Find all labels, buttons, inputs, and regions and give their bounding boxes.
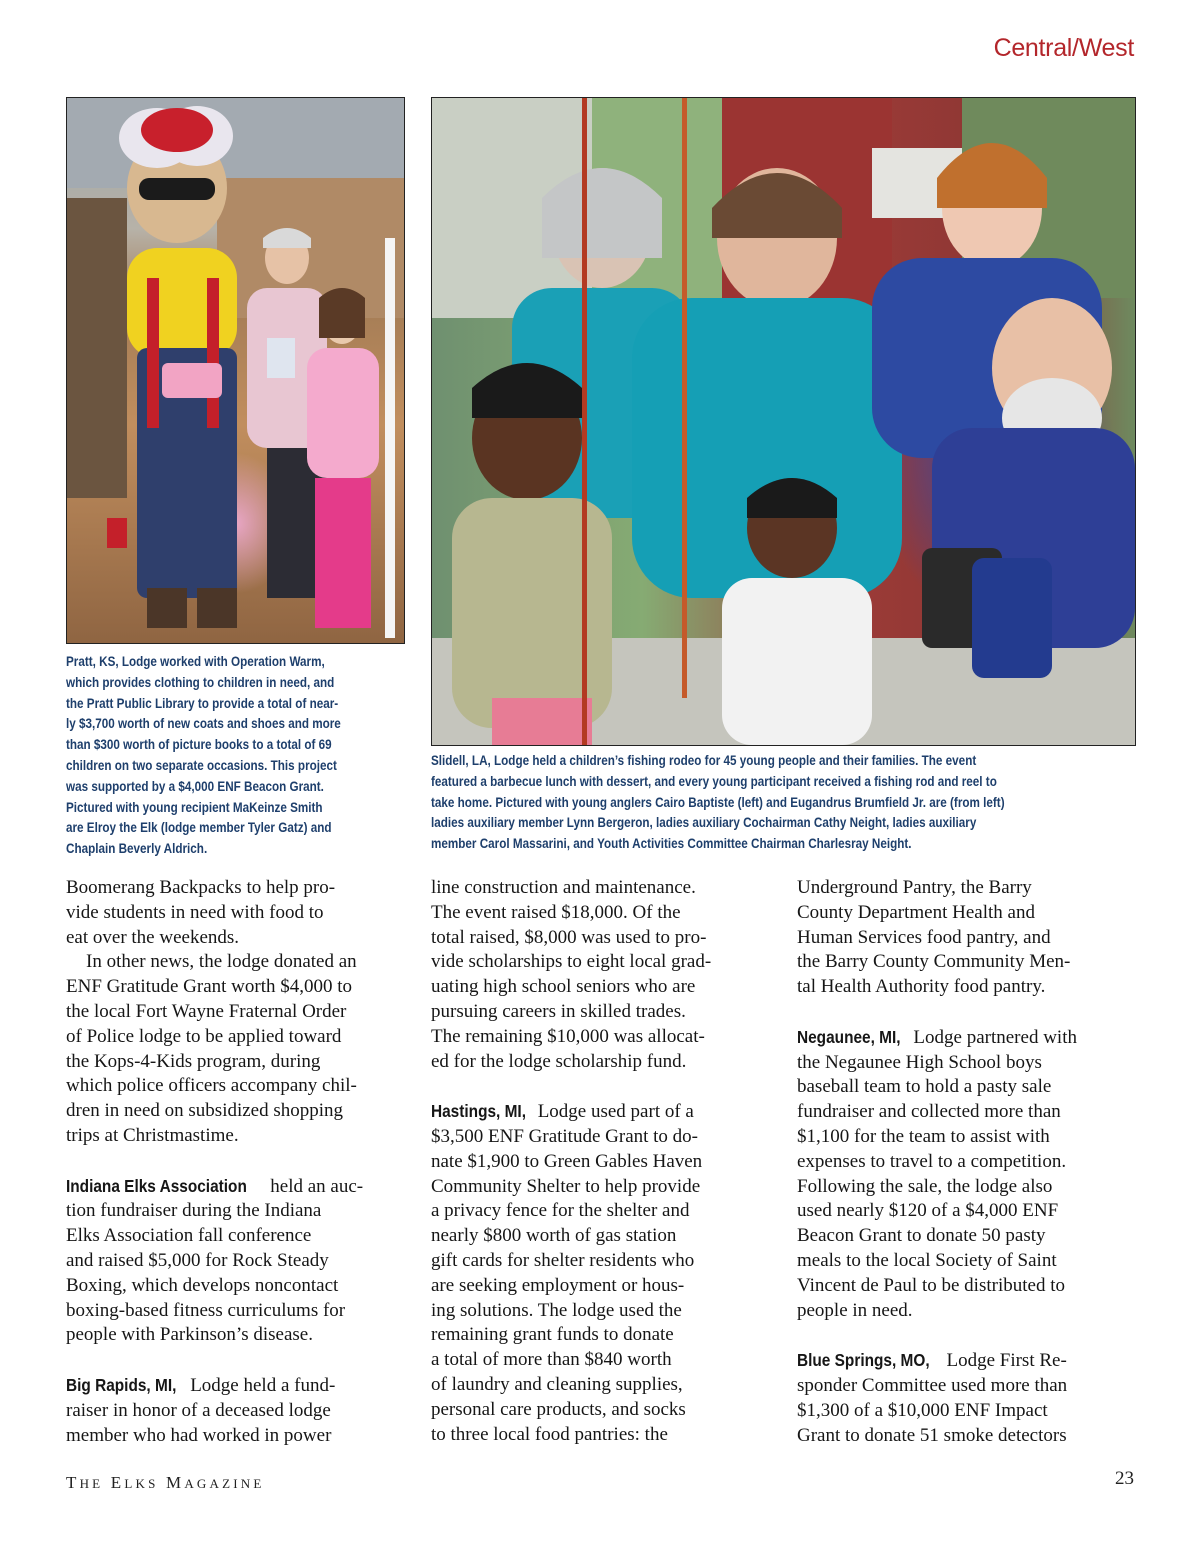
caption-place: Slidell, LA, <box>431 753 491 768</box>
text-line: $1,300 of a $10,000 ENF Impact <box>797 1399 1048 1421</box>
slidell-caption <box>431 751 1136 855</box>
paragraph <box>66 1174 408 1349</box>
text-line: a privacy fence for the shelter and <box>431 1200 690 1222</box>
text-line: gift cards for shelter residents who <box>431 1249 695 1271</box>
text-line: tion fundraiser during the Indiana <box>66 1200 322 1222</box>
pratt-photo-illustration <box>67 98 404 643</box>
pratt-photo <box>66 97 405 644</box>
paragraph <box>66 876 408 950</box>
paragraph <box>797 1025 1139 1324</box>
caption-line: the Pratt Public Library to provide a total of near- <box>66 695 339 711</box>
caption-line: Pictured with young recipient MaKeinze Smith <box>66 799 323 815</box>
magazine-title-part: T <box>66 1473 80 1492</box>
magazine-title <box>66 1473 265 1493</box>
text-line: are seeking employment or hous- <box>431 1274 685 1296</box>
caption-line: Chaplain Beverly Aldrich. <box>66 841 208 857</box>
text-line: line construction and maintenance. <box>431 877 696 898</box>
text-line: ed for the lodge scholarship fund. <box>431 1050 687 1072</box>
text-line: In other news, the lodge donated an <box>86 951 357 973</box>
page-number: 23 <box>1115 1468 1134 1489</box>
caption-line: Lodge worked with Operation Warm, <box>118 654 325 669</box>
text-line: the local Fort Wayne Fraternal Order <box>66 1000 347 1022</box>
text-line: held an auc- <box>265 1175 364 1197</box>
magazine-title-part: M <box>166 1473 185 1492</box>
text-line: and raised $5,000 for Rock Steady <box>66 1249 329 1271</box>
text-line: nate $1,900 to Green Gables Haven <box>431 1150 703 1172</box>
text-line: Human Services food pantry, and <box>797 926 1051 948</box>
paragraph <box>66 1373 408 1448</box>
text-line: total raised, $8,000 was used to pro- <box>431 926 707 948</box>
text-line: of laundry and cleaning supplies, <box>431 1373 683 1395</box>
text-line: of Police lodge to be applied toward <box>66 1025 342 1047</box>
item-lead: Indiana Elks Association <box>66 1175 247 1196</box>
text-line: Elks Association fall conference <box>66 1225 312 1247</box>
caption-line: which provides clothing to children in need, and <box>66 674 335 690</box>
text-line: remaining grant funds to donate <box>431 1324 674 1346</box>
text-line: Community Shelter to help provide <box>431 1175 701 1197</box>
article-column-2 <box>431 876 773 1447</box>
text-line: Following the sale, the lodge also <box>797 1175 1053 1197</box>
text-line: trips at Christmastime. <box>66 1124 239 1146</box>
paragraph <box>66 950 408 1148</box>
paragraph <box>797 876 1139 1000</box>
slidell-photo <box>431 97 1136 746</box>
text-line: vide scholarships to eight local grad- <box>431 951 712 973</box>
text-line: a total of more than $840 worth <box>431 1349 672 1371</box>
text-line: member who had worked in power <box>66 1424 332 1446</box>
text-line: boxing-based fitness curriculums for <box>66 1299 346 1321</box>
text-line: Lodge First Re- <box>941 1350 1067 1372</box>
text-line: raiser in honor of a deceased lodge <box>66 1399 331 1421</box>
text-line: personal care products, and socks <box>431 1398 686 1420</box>
caption-place: Pratt, KS, <box>66 654 119 669</box>
text-line: nearly $800 worth of gas station <box>431 1225 677 1247</box>
item-lead: Negaunee, MI, <box>797 1026 901 1047</box>
slidell-photo-illustration <box>432 98 1135 745</box>
text-line: which police officers accompany chil- <box>66 1075 357 1097</box>
text-line: the Negaunee High School boys <box>797 1051 1042 1073</box>
text-line: uating high school seniors who are <box>431 976 696 998</box>
text-line: people with Parkinson’s disease. <box>66 1324 313 1346</box>
magazine-title-part: LKS <box>124 1476 159 1491</box>
text-line: Vincent de Paul to be distributed to <box>797 1274 1065 1296</box>
text-line: sponder Committee used more than <box>797 1374 1068 1396</box>
article-column-3 <box>797 876 1139 1448</box>
text-line: people in need. <box>797 1299 913 1321</box>
text-line: Boomerang Backpacks to help pro- <box>66 877 336 898</box>
article-column-1 <box>66 876 408 1448</box>
text-line: Lodge partnered with <box>908 1026 1077 1048</box>
text-line: used nearly $120 of a $4,000 ENF <box>797 1200 1059 1222</box>
text-line: The remaining $10,000 was allocat- <box>431 1025 705 1047</box>
text-line: Underground Pantry, the Barry <box>797 877 1032 898</box>
text-line: ENF Gratitude Grant worth $4,000 to <box>66 976 353 998</box>
caption-line: than $300 worth of picture books to a total of 69 <box>66 737 332 753</box>
text-line: to three local food pantries: the <box>431 1423 668 1445</box>
caption-line: was supported by a $4,000 ENF Beacon Grant. <box>66 778 324 794</box>
magazine-title-part: HE <box>79 1476 104 1491</box>
text-line: Boxing, which develops noncontact <box>66 1274 339 1296</box>
text-line: ing solutions. The lodge used the <box>431 1299 682 1321</box>
text-line: pursuing careers in skilled trades. <box>431 1000 686 1022</box>
magazine-title-part: AGAZINE <box>184 1476 265 1491</box>
text-line: expenses to travel to a competition. <box>797 1150 1067 1172</box>
paragraph <box>431 1099 773 1447</box>
text-line: the Kops-4-Kids program, during <box>66 1050 321 1072</box>
caption-line: children on two separate occasions. This project <box>66 757 337 773</box>
text-line: Lodge held a fund- <box>185 1374 336 1396</box>
caption-line: take home. Pictured with young anglers Cairo Baptiste (left) and Eugandrus Brumfield Jr. are (from left) <box>431 794 1005 810</box>
caption-line: are Elroy the Elk (lodge member Tyler Gatz) and <box>66 820 332 836</box>
caption-line: featured a barbecue lunch with dessert, and every young participant received a fishing rod and reel to <box>431 773 997 789</box>
text-line: tal Health Authority food pantry. <box>797 976 1046 998</box>
text-line: vide students in need with food to <box>66 901 324 923</box>
text-line: dren in need on subsidized shopping <box>66 1100 344 1122</box>
text-line: the Barry County Community Men- <box>797 951 1071 973</box>
text-line: $3,500 ENF Gratitude Grant to do- <box>431 1125 699 1147</box>
item-lead: Blue Springs, MO, <box>797 1350 930 1371</box>
text-line: baseball team to hold a pasty sale <box>797 1076 1052 1098</box>
text-line: $1,100 for the team to assist with <box>797 1125 1050 1147</box>
item-lead: Hastings, MI, <box>431 1101 526 1122</box>
paragraph <box>431 876 773 1074</box>
caption-line: ly $3,700 worth of new coats and shoes and more <box>66 716 341 732</box>
text-line: Lodge used part of a <box>532 1101 694 1123</box>
magazine-title-part: E <box>110 1473 125 1492</box>
text-line: Beacon Grant to donate 50 pasty <box>797 1225 1046 1247</box>
paragraph <box>797 1348 1139 1448</box>
caption-line: ladies auxiliary member Lynn Bergeron, ladies auxiliary Cochairman Cathy Neight, ladies auxiliary <box>431 815 977 831</box>
text-line: eat over the weekends. <box>66 926 240 948</box>
text-line: fundraiser and collected more than <box>797 1101 1061 1123</box>
text-line: Grant to donate 51 smoke detectors <box>797 1424 1067 1446</box>
text-line: County Department Health and <box>797 901 1035 923</box>
text-line: meals to the local Society of Saint <box>797 1249 1057 1271</box>
text-line: The event raised $18,000. Of the <box>431 901 681 923</box>
pratt-caption <box>66 652 403 860</box>
caption-line: Lodge held a children’s fishing rodeo for 45 young people and their families. The event <box>490 753 977 768</box>
caption-line: member Carol Massarini, and Youth Activities Committee Chairman Charlesray Neight. <box>431 836 912 852</box>
item-lead: Big Rapids, MI, <box>66 1374 177 1395</box>
section-header: Central/West <box>993 34 1134 62</box>
